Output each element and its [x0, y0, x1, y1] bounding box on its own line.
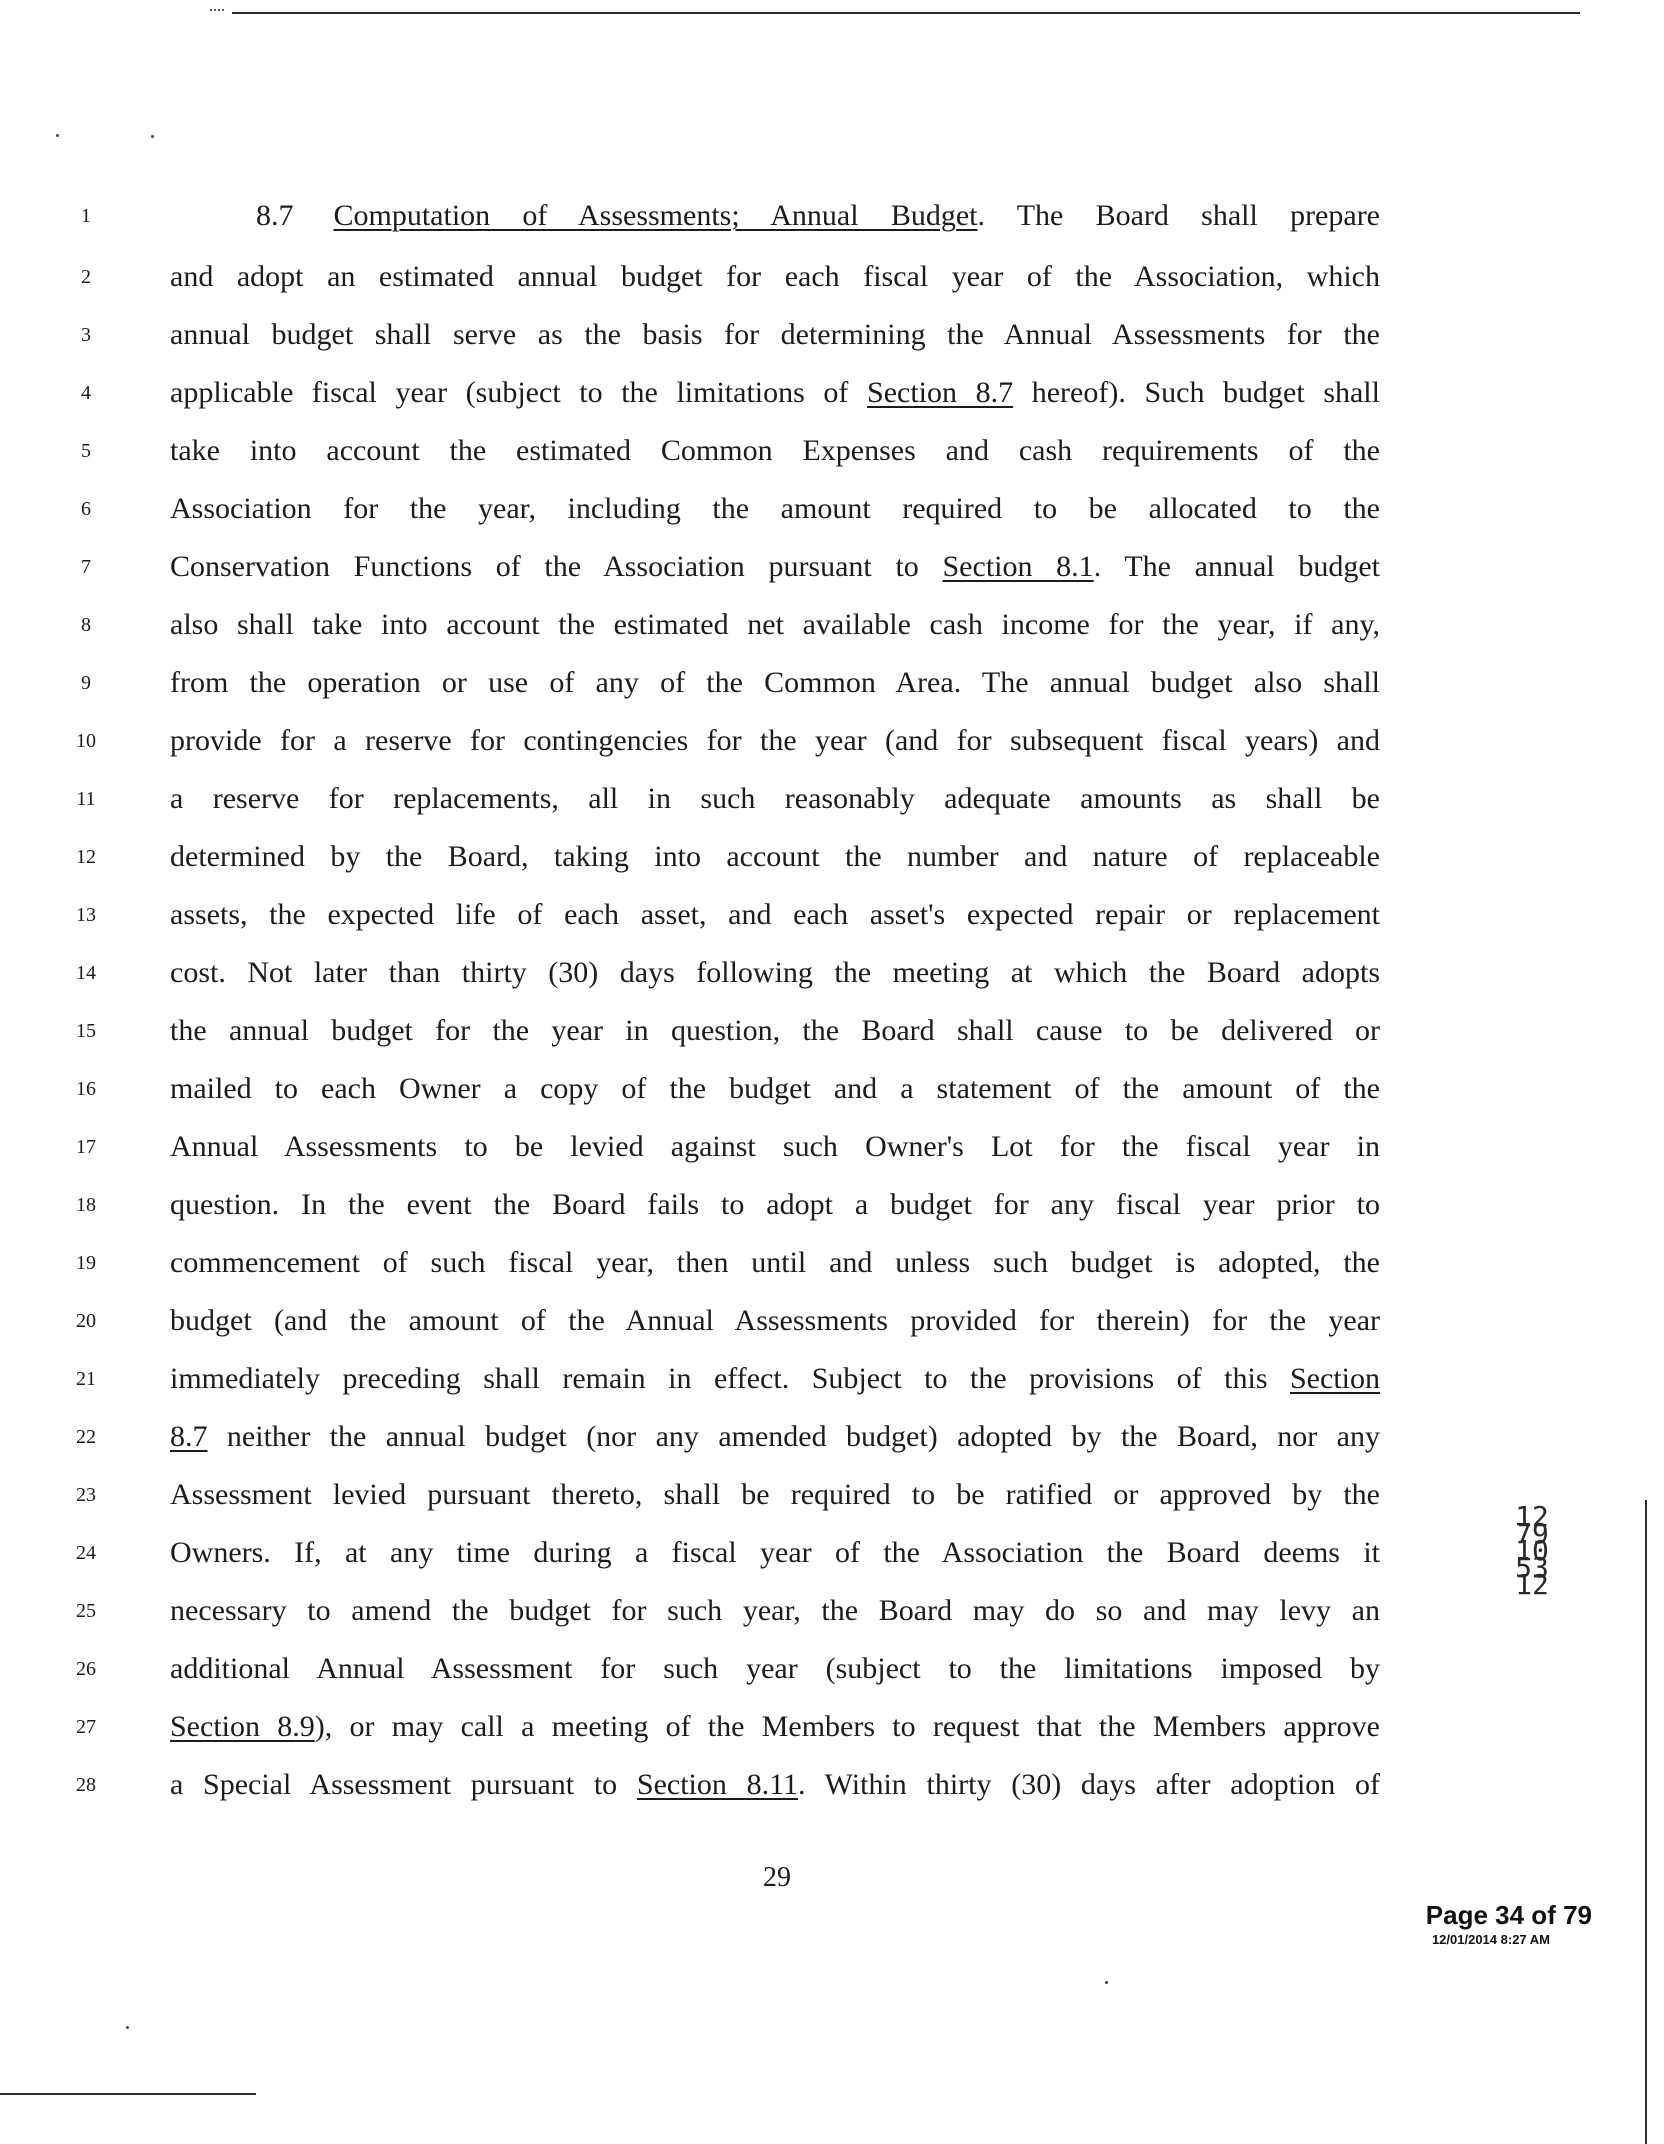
- text-line: assets, the expected life of each asset, and each asset's expected repair or replacement: [170, 898, 1380, 931]
- text-line: and adopt an estimated annual budget for each fiscal year of the Association, which: [170, 260, 1380, 293]
- text-line: a reserve for replacements, all in such reasonably adequate amounts as shall be: [170, 782, 1380, 815]
- line-number: 27: [76, 1716, 96, 1738]
- text-segment: neither the annual budget (nor any amended budget) adopted by the Board, nor any: [207, 1420, 1380, 1453]
- text-line: additional Annual Assessment for such year (subject to the limitations imposed by: [170, 1652, 1380, 1685]
- text-line: from the operation or use of any of the Common Area. The annual budget also shall: [170, 666, 1380, 699]
- text-segment: . The annual budget: [1093, 550, 1380, 583]
- line-number: 1: [81, 205, 91, 227]
- line-number: 18: [76, 1194, 96, 1216]
- scan-speck: [151, 135, 154, 138]
- text-segment: . Within thirty (30) days after adoption of: [797, 1768, 1380, 1801]
- text-line: cost. Not later than thirty (30) days following the meeting at which the Board adopts: [170, 956, 1380, 989]
- text-line: [170, 1359, 1380, 1399]
- line-number: 11: [76, 788, 96, 810]
- line-number: 8: [81, 614, 91, 636]
- line-number: 21: [76, 1368, 96, 1390]
- text-line: necessary to amend the budget for such year, the Board may do so and may levy an: [170, 1594, 1380, 1627]
- line-number: 12: [76, 846, 96, 868]
- section-number: 8.7: [256, 199, 294, 232]
- line-number: 15: [76, 1020, 96, 1042]
- line-number: 4: [81, 382, 91, 404]
- text-line: determined by the Board, taking into account the number and nature of replaceable: [170, 840, 1380, 873]
- section-heading-line: [256, 196, 1380, 236]
- scan-speck: [126, 2026, 129, 2029]
- text-line: [170, 1707, 1380, 1747]
- text-line: [170, 373, 1380, 413]
- scan-edge-mark: [210, 9, 224, 14]
- text-line: commencement of such fiscal year, then until and unless such budget is adopted, the: [170, 1246, 1380, 1279]
- text-segment: ), or may call a meeting of the Members to request that the Members approve: [314, 1710, 1380, 1743]
- text-line: question. In the event the Board fails to adopt a budget for any fiscal year prior to: [170, 1188, 1380, 1221]
- scan-speck: [56, 134, 59, 137]
- text-line: provide for a reserve for contingencies for the year (and for subsequent fiscal years) and: [170, 724, 1380, 757]
- section-reference: Section: [1290, 1362, 1380, 1395]
- text-segment: Conservation Functions of the Association pursuant to: [170, 550, 943, 583]
- section-reference: Section 8.11: [636, 1768, 798, 1801]
- page-number: 29: [763, 1862, 791, 1893]
- line-number: 9: [81, 672, 91, 694]
- text-line: [170, 1417, 1380, 1457]
- scan-top-border: [232, 12, 1580, 14]
- scan-bottom-border: [0, 2093, 256, 2095]
- line-number: 10: [76, 730, 96, 752]
- text-line: Assessment levied pursuant thereto, shall be required to be ratified or approved by the: [170, 1478, 1380, 1511]
- section-reference: Section 8.9: [170, 1710, 315, 1743]
- section-title-period: .: [977, 199, 985, 232]
- text-line: also shall take into account the estimated net available cash income for the year, if any,: [170, 608, 1380, 641]
- line-number: 5: [81, 440, 91, 462]
- line-number: 16: [76, 1078, 96, 1100]
- section-lead-in: The Board shall prepare: [985, 199, 1380, 232]
- line-number: 2: [81, 266, 91, 288]
- section-reference: Section 8.1: [942, 550, 1094, 583]
- section-reference: Section 8.7: [867, 376, 1014, 409]
- line-number: 14: [76, 962, 96, 984]
- recording-number: 1279105312: [1515, 1500, 1549, 1601]
- text-segment: hereof). Such budget shall: [1013, 376, 1380, 409]
- text-line: Annual Assessments to be levied against such Owner's Lot for the fiscal year in: [170, 1130, 1380, 1163]
- line-number: 22: [76, 1426, 96, 1448]
- text-line: Association for the year, including the amount required to be allocated to the: [170, 492, 1380, 525]
- scan-right-border: [1645, 1500, 1647, 2144]
- text-segment: applicable fiscal year (subject to the limitations of: [170, 376, 868, 409]
- text-line: budget (and the amount of the Annual Assessments provided for therein) for the year: [170, 1304, 1380, 1337]
- line-number: 23: [76, 1484, 96, 1506]
- text-line: [170, 1765, 1380, 1805]
- recorder-page-label: Page 34 of 79: [1425, 1900, 1592, 1930]
- text-line: [170, 547, 1380, 587]
- text-segment: immediately preceding shall remain in effect. Subject to the provisions of this: [170, 1362, 1290, 1395]
- line-number: 7: [81, 556, 91, 578]
- line-number: 26: [76, 1658, 96, 1680]
- text-line: take into account the estimated Common Expenses and cash requirements of the: [170, 434, 1380, 467]
- text-segment: a Special Assessment pursuant to: [170, 1768, 637, 1801]
- text-line: Owners. If, at any time during a fiscal year of the Association the Board deems it: [170, 1536, 1380, 1569]
- section-title: Computation of Assessments; Annual Budget: [333, 199, 978, 232]
- line-number: 17: [76, 1136, 96, 1158]
- section-reference: 8.7: [170, 1420, 208, 1453]
- line-number: 19: [76, 1252, 96, 1274]
- text-line: mailed to each Owner a copy of the budget and a statement of the amount of the: [170, 1072, 1380, 1105]
- line-number: 13: [76, 904, 96, 926]
- line-number: 24: [76, 1542, 96, 1564]
- text-line: annual budget shall serve as the basis for determining the Annual Assessments for the: [170, 318, 1380, 351]
- recorder-timestamp: 12/01/2014 8:27 AM: [1431, 1932, 1550, 1947]
- line-number: 3: [81, 324, 91, 346]
- line-number: 6: [81, 498, 91, 520]
- line-number: 25: [76, 1600, 96, 1622]
- text-line: the annual budget for the year in question, the Board shall cause to be delivered or: [170, 1014, 1380, 1047]
- line-number: 28: [76, 1774, 96, 1796]
- scan-speck: [1105, 1981, 1108, 1984]
- line-number: 20: [76, 1310, 96, 1332]
